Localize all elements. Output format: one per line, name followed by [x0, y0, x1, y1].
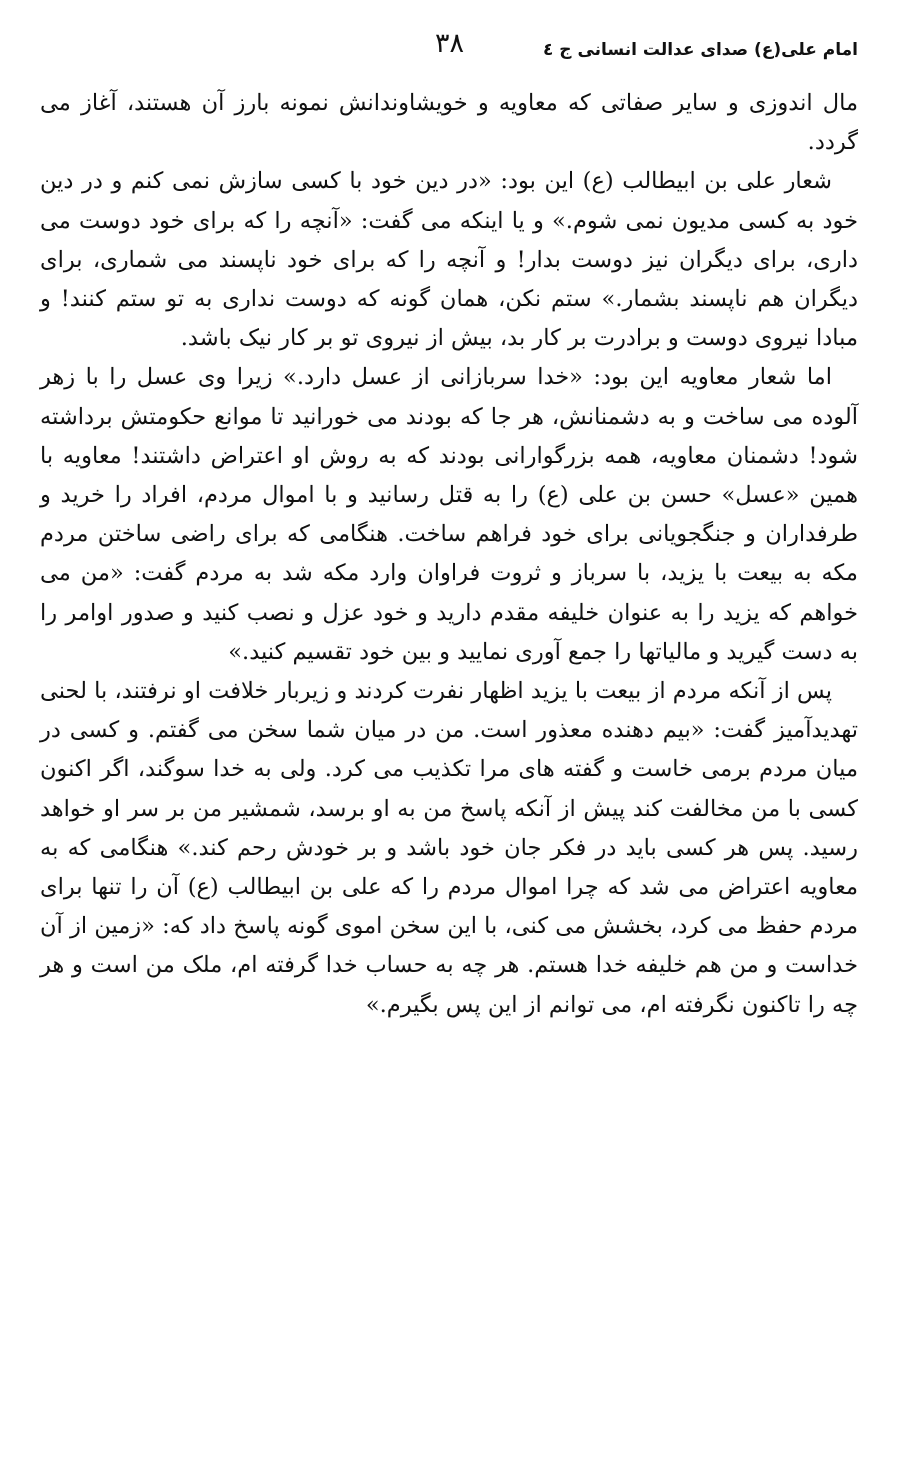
- paragraph: پس از آنکه مردم از بیعت با یزید اظهار نفرت کردند و زیربار خلافت او نرفتند، با لحنی تهدیدآمیز گفت: «بیم دهنده معذور است. من در میان شما سخن می گفتم. و کسی در میان مردم برمی خاست و گفته های مرا تکذیب می کرد. ولی به خدا سوگند، اگر اکنون کسی با من مخالفت کند پیش از آنکه پاسخ من به او برسد، شمشیر من بر سر او خواهد رسید. پس هر کسی باید در فکر جان خود باشد و بر خودش رحم کند.» هنگامی که به معاویه اعتراض می شد که چرا اموال مردم را که علی بن ابیطالب (ع) آن را تنها برای مردم حفظ می کرد، بخشش می کنی، با این سخن اموی گونه پاسخ داد که: «زمین از آن خداست و من هم خلیفه خدا هستم. هر چه به حساب خدا گرفته ام، ملک من است و هر چه را تاکنون نگرفته ام، می توانم از این پس بگیرم.»: [40, 678, 858, 1018]
- page-header: [40, 28, 858, 72]
- body-text: [40, 84, 858, 1025]
- page-number: ٣٨: [435, 28, 465, 59]
- paragraph: شعار علی بن ابیطالب (ع) این بود: «در دین خود با کسی سازش نمی کنم و در دین خود به کسی مدیون نمی شوم.» و یا اینکه می گفت: «آنچه را که برای خود دوست می داری، برای دیگران نیز دوست بدار! و آنچه را که برای خود ناپسند می شماری، برای دیگران هم ناپسند بشمار.» ستم نکن، همان گونه که دوست نداری به تو ستم کنند! و مبادا نیروی دوست و برادرت بر کار بد، بیش از نیروی تو بر کار نیک باشد.: [40, 168, 858, 352]
- paragraph: اما شعار معاویه این بود: «خدا سربازانی از عسل دارد.» زیرا وی عسل را با زهر آلوده می ساخت و به دشمنانش، هر جا که بودند می خورانید تا موانع حکومتش برداشته شود! دشمنان معاویه، همه بزرگوارانی بودند که به روش او اعتراض داشتند! معاویه با همین «عسل» حسن بن علی (ع) را به قتل رسانید و با اموال مردم، افراد را خرید و طرفداران و جنگجویانی برای خود فراهم ساخت. هنگامی که برای راضی ساختن مردم مکه به بیعت با یزید، با سرباز و ثروت فراوان وارد مکه شد به مردم گفت: «من می خواهم که یزید را به عنوان خلیفه مقدم دارید و خود عزل و نصب کنید و صدور اوامر را به دست گیرید و مالیاتها را جمع آوری نمایید و بین خود تقسیم کنید.»: [40, 364, 858, 665]
- running-title: امام علی(ع) صدای عدالت انسانی ج ٤: [542, 40, 858, 60]
- paragraph: مال اندوزی و سایر صفاتی که معاویه و خویشاوندانش نمونه بارز آن هستند، آغاز می گردد.: [40, 90, 858, 156]
